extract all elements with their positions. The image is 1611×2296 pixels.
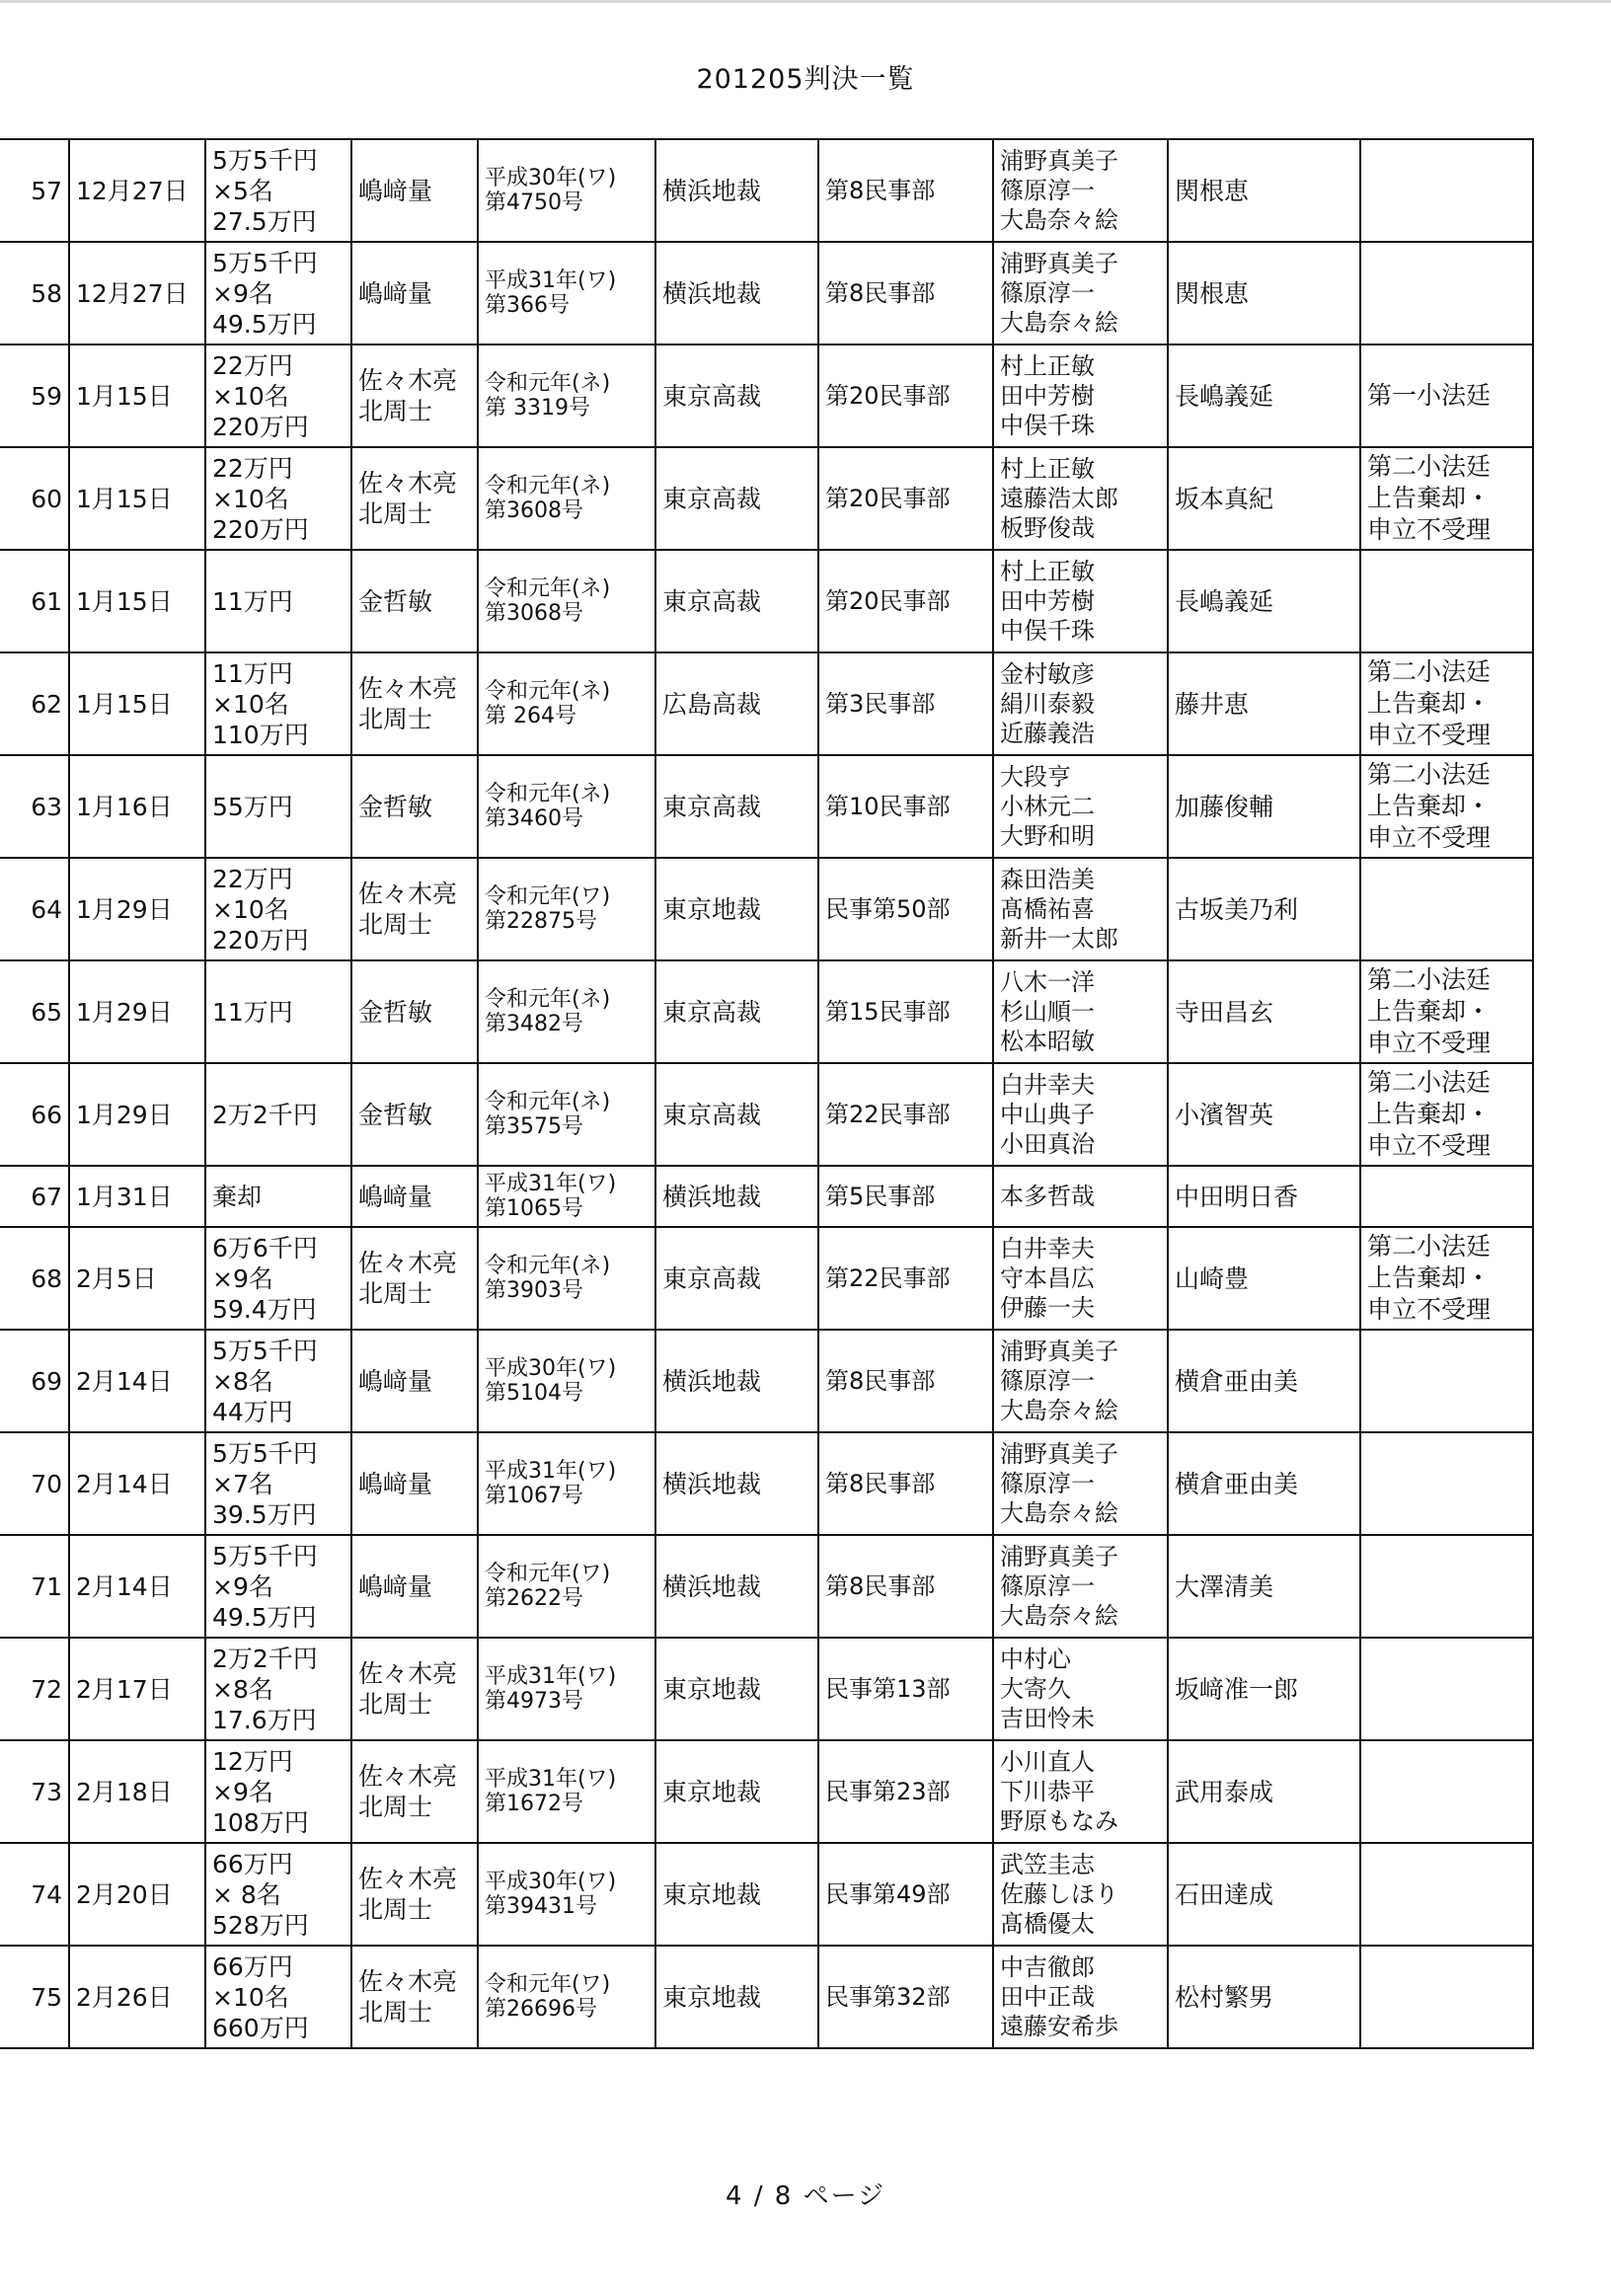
- department: 民事第23部: [818, 1740, 993, 1843]
- court-name: 広島高裁: [655, 652, 818, 755]
- award-amount: 22万円 ×10名 220万円: [205, 344, 351, 447]
- appeal-note: [1360, 1946, 1533, 2048]
- department: 第20民事部: [818, 447, 993, 550]
- court-name: 横浜地裁: [655, 1535, 818, 1638]
- judges-list: 浦野真美子 篠原淳一 大島奈々絵: [993, 1330, 1168, 1432]
- appeal-note: 第一小法廷: [1360, 344, 1533, 447]
- court-clerk: 山崎豊: [1168, 1227, 1360, 1330]
- judgment-date: 1月29日: [69, 1063, 205, 1166]
- judges-list: 八木一洋 杉山順一 松本昭敏: [993, 960, 1168, 1063]
- case-number: 令和元年(ネ) 第3903号: [478, 1227, 655, 1330]
- court-name: 東京地裁: [655, 1740, 818, 1843]
- row-number: 70: [0, 1432, 69, 1535]
- award-amount: 5万5千円 ×7名 39.5万円: [205, 1432, 351, 1535]
- judges-list: 大段亨 小林元二 大野和明: [993, 755, 1168, 858]
- award-amount: 2万2千円: [205, 1063, 351, 1166]
- court-name: 東京高裁: [655, 550, 818, 652]
- table-row: [0, 1227, 1533, 1330]
- court-name: 東京高裁: [655, 1063, 818, 1166]
- judgment-date: 12月27日: [69, 242, 205, 344]
- top-edge-line: [0, 0, 1611, 3]
- table-row: [0, 755, 1533, 858]
- case-number: 令和元年(ネ) 第3460号: [478, 755, 655, 858]
- judgment-date: 12月27日: [69, 139, 205, 242]
- department: 民事第13部: [818, 1638, 993, 1740]
- table-row: [0, 1535, 1533, 1638]
- court-name: 東京高裁: [655, 755, 818, 858]
- page-number: 4 / 8 ページ: [725, 2181, 886, 2211]
- court-clerk: 寺田昌玄: [1168, 960, 1360, 1063]
- case-number: 平成31年(ワ) 第366号: [478, 242, 655, 344]
- counsel-name: 佐々木亮 北周士: [351, 1740, 478, 1843]
- row-number: 68: [0, 1227, 69, 1330]
- award-amount: 66万円 × 8名 528万円: [205, 1843, 351, 1946]
- judges-list: 白井幸夫 中山典子 小田真治: [993, 1063, 1168, 1166]
- table-row: [0, 652, 1533, 755]
- table-row: [0, 550, 1533, 652]
- department: 第22民事部: [818, 1063, 993, 1166]
- judges-list: 浦野真美子 篠原淳一 大島奈々絵: [993, 1535, 1168, 1638]
- row-number: 64: [0, 858, 69, 960]
- table-row: [0, 1843, 1533, 1946]
- table-row: [0, 1330, 1533, 1432]
- award-amount: 55万円: [205, 755, 351, 858]
- appeal-note: [1360, 1432, 1533, 1535]
- case-number: 平成31年(ワ) 第1672号: [478, 1740, 655, 1843]
- award-amount: 5万5千円 ×8名 44万円: [205, 1330, 351, 1432]
- appeal-note: [1360, 1330, 1533, 1432]
- row-number: 67: [0, 1166, 69, 1227]
- department: 第22民事部: [818, 1227, 993, 1330]
- judgment-table: [0, 138, 1534, 2049]
- table-row: [0, 1432, 1533, 1535]
- counsel-name: 嶋﨑量: [351, 242, 478, 344]
- appeal-note: [1360, 139, 1533, 242]
- row-number: 71: [0, 1535, 69, 1638]
- court-clerk: 小濱智英: [1168, 1063, 1360, 1166]
- judgment-date: 1月15日: [69, 344, 205, 447]
- department: 民事第32部: [818, 1946, 993, 2048]
- court-name: 東京地裁: [655, 1946, 818, 2048]
- department: 第8民事部: [818, 1432, 993, 1535]
- judgment-date: 1月16日: [69, 755, 205, 858]
- counsel-name: 佐々木亮 北周士: [351, 1638, 478, 1740]
- row-number: 66: [0, 1063, 69, 1166]
- table-row: [0, 242, 1533, 344]
- counsel-name: 佐々木亮 北周士: [351, 1946, 478, 2048]
- court-clerk: 武用泰成: [1168, 1740, 1360, 1843]
- judgment-date: 1月15日: [69, 447, 205, 550]
- judgment-date: 1月29日: [69, 960, 205, 1063]
- appeal-note: [1360, 1535, 1533, 1638]
- row-number: 63: [0, 755, 69, 858]
- counsel-name: 佐々木亮 北周士: [351, 344, 478, 447]
- table-row: [0, 1946, 1533, 2048]
- judgment-date: 2月5日: [69, 1227, 205, 1330]
- case-number: 平成31年(ワ) 第4973号: [478, 1638, 655, 1740]
- award-amount: 11万円: [205, 960, 351, 1063]
- case-number: 令和元年(ネ) 第 3319号: [478, 344, 655, 447]
- award-amount: 5万5千円 ×9名 49.5万円: [205, 242, 351, 344]
- case-number: 平成30年(ワ) 第5104号: [478, 1330, 655, 1432]
- judgment-date: 2月14日: [69, 1535, 205, 1638]
- row-number: 65: [0, 960, 69, 1063]
- department: 第3民事部: [818, 652, 993, 755]
- judgment-date: 1月15日: [69, 652, 205, 755]
- court-clerk: 大澤清美: [1168, 1535, 1360, 1638]
- appeal-note: [1360, 1843, 1533, 1946]
- row-number: 72: [0, 1638, 69, 1740]
- court-name: 横浜地裁: [655, 1166, 818, 1227]
- appeal-note: [1360, 858, 1533, 960]
- case-number: 令和元年(ネ) 第3575号: [478, 1063, 655, 1166]
- court-name: 東京地裁: [655, 858, 818, 960]
- court-clerk: 藤井恵: [1168, 652, 1360, 755]
- row-number: 74: [0, 1843, 69, 1946]
- appeal-note: 第二小法廷 上告棄却・ 申立不受理: [1360, 1063, 1533, 1166]
- judges-list: 本多哲哉: [993, 1166, 1168, 1227]
- case-number: 令和元年(ネ) 第3068号: [478, 550, 655, 652]
- judges-list: 中村心 大寄久 吉田怜未: [993, 1638, 1168, 1740]
- case-number: 令和元年(ワ) 第22875号: [478, 858, 655, 960]
- judgment-date: 2月14日: [69, 1330, 205, 1432]
- department: 第20民事部: [818, 344, 993, 447]
- department: 第10民事部: [818, 755, 993, 858]
- table-row: [0, 858, 1533, 960]
- award-amount: 5万5千円 ×9名 49.5万円: [205, 1535, 351, 1638]
- judgment-date: 1月15日: [69, 550, 205, 652]
- department: 第5民事部: [818, 1166, 993, 1227]
- row-number: 58: [0, 242, 69, 344]
- department: 第8民事部: [818, 242, 993, 344]
- case-number: 令和元年(ワ) 第2622号: [478, 1535, 655, 1638]
- award-amount: 11万円: [205, 550, 351, 652]
- table-row: [0, 1063, 1533, 1166]
- row-number: 62: [0, 652, 69, 755]
- row-number: 75: [0, 1946, 69, 2048]
- row-number: 73: [0, 1740, 69, 1843]
- court-clerk: 関根恵: [1168, 139, 1360, 242]
- case-number: 令和元年(ネ) 第3608号: [478, 447, 655, 550]
- counsel-name: 佐々木亮 北周士: [351, 1843, 478, 1946]
- award-amount: 66万円 ×10名 660万円: [205, 1946, 351, 2048]
- judges-list: 武笠圭志 佐藤しほり 髙橋優太: [993, 1843, 1168, 1946]
- appeal-note: [1360, 242, 1533, 344]
- counsel-name: 佐々木亮 北周士: [351, 447, 478, 550]
- court-name: 横浜地裁: [655, 1432, 818, 1535]
- counsel-name: 金哲敏: [351, 755, 478, 858]
- counsel-name: 嶋﨑量: [351, 139, 478, 242]
- judges-list: 浦野真美子 篠原淳一 大島奈々絵: [993, 139, 1168, 242]
- table-row: [0, 960, 1533, 1063]
- court-clerk: 長嶋義延: [1168, 344, 1360, 447]
- counsel-name: 金哲敏: [351, 550, 478, 652]
- appeal-note: [1360, 1166, 1533, 1227]
- award-amount: 6万6千円 ×9名 59.4万円: [205, 1227, 351, 1330]
- appeal-note: 第二小法廷 上告棄却・ 申立不受理: [1360, 755, 1533, 858]
- court-name: 横浜地裁: [655, 242, 818, 344]
- table-row: [0, 344, 1533, 447]
- row-number: 69: [0, 1330, 69, 1432]
- counsel-name: 嶋﨑量: [351, 1166, 478, 1227]
- court-clerk: 関根恵: [1168, 242, 1360, 344]
- counsel-name: 嶋﨑量: [351, 1535, 478, 1638]
- judges-list: 村上正敏 田中芳樹 中俣千珠: [993, 550, 1168, 652]
- court-clerk: 古坂美乃利: [1168, 858, 1360, 960]
- appeal-note: 第二小法廷 上告棄却・ 申立不受理: [1360, 960, 1533, 1063]
- case-number: 平成31年(ワ) 第1067号: [478, 1432, 655, 1535]
- judges-list: 中吉徹郎 田中正哉 遠藤安希歩: [993, 1946, 1168, 2048]
- row-number: 61: [0, 550, 69, 652]
- appeal-note: 第二小法廷 上告棄却・ 申立不受理: [1360, 652, 1533, 755]
- judgment-date: 2月18日: [69, 1740, 205, 1843]
- judgment-date: 2月20日: [69, 1843, 205, 1946]
- table-row: [0, 1638, 1533, 1740]
- judgment-date: 1月29日: [69, 858, 205, 960]
- case-number: 令和元年(ネ) 第3482号: [478, 960, 655, 1063]
- court-name: 東京高裁: [655, 344, 818, 447]
- court-clerk: 長嶋義延: [1168, 550, 1360, 652]
- court-clerk: 坂﨑准一郎: [1168, 1638, 1360, 1740]
- page-title: 201205判決一覧: [696, 64, 915, 95]
- appeal-note: 第二小法廷 上告棄却・ 申立不受理: [1360, 447, 1533, 550]
- court-clerk: 横倉亜由美: [1168, 1432, 1360, 1535]
- court-name: 東京高裁: [655, 447, 818, 550]
- counsel-name: 嶋﨑量: [351, 1432, 478, 1535]
- award-amount: 12万円 ×9名 108万円: [205, 1740, 351, 1843]
- appeal-note: [1360, 1740, 1533, 1843]
- award-amount: 5万5千円 ×5名 27.5万円: [205, 139, 351, 242]
- court-name: 東京地裁: [655, 1843, 818, 1946]
- appeal-note: [1360, 550, 1533, 652]
- table-row: [0, 447, 1533, 550]
- counsel-name: 金哲敏: [351, 960, 478, 1063]
- row-number: 60: [0, 447, 69, 550]
- judgment-date: 2月17日: [69, 1638, 205, 1740]
- judges-list: 村上正敏 遠藤浩太郎 板野俊哉: [993, 447, 1168, 550]
- court-clerk: 松村繁男: [1168, 1946, 1360, 2048]
- award-amount: 11万円 ×10名 110万円: [205, 652, 351, 755]
- judgment-date: 2月26日: [69, 1946, 205, 2048]
- counsel-name: 佐々木亮 北周士: [351, 652, 478, 755]
- department: 民事第49部: [818, 1843, 993, 1946]
- judges-list: 村上正敏 田中芳樹 中俣千珠: [993, 344, 1168, 447]
- department: 第20民事部: [818, 550, 993, 652]
- award-amount: 棄却: [205, 1166, 351, 1227]
- table-row: [0, 1740, 1533, 1843]
- judges-list: 浦野真美子 篠原淳一 大島奈々絵: [993, 242, 1168, 344]
- court-name: 横浜地裁: [655, 1330, 818, 1432]
- case-number: 平成30年(ワ) 第39431号: [478, 1843, 655, 1946]
- judges-list: 金村敏彦 絹川泰毅 近藤義浩: [993, 652, 1168, 755]
- case-number: 令和元年(ワ) 第26696号: [478, 1946, 655, 2048]
- court-name: 東京高裁: [655, 1227, 818, 1330]
- counsel-name: 佐々木亮 北周士: [351, 858, 478, 960]
- award-amount: 2万2千円 ×8名 17.6万円: [205, 1638, 351, 1740]
- court-clerk: 中田明日香: [1168, 1166, 1360, 1227]
- table-row: [0, 139, 1533, 242]
- award-amount: 22万円 ×10名 220万円: [205, 858, 351, 960]
- judges-list: 白井幸夫 守本昌広 伊藤一夫: [993, 1227, 1168, 1330]
- case-number: 令和元年(ネ) 第 264号: [478, 652, 655, 755]
- appeal-note: 第二小法廷 上告棄却・ 申立不受理: [1360, 1227, 1533, 1330]
- court-clerk: 横倉亜由美: [1168, 1330, 1360, 1432]
- row-number: 57: [0, 139, 69, 242]
- department: 第8民事部: [818, 1535, 993, 1638]
- counsel-name: 嶋﨑量: [351, 1330, 478, 1432]
- department: 民事第50部: [818, 858, 993, 960]
- court-clerk: 石田達成: [1168, 1843, 1360, 1946]
- counsel-name: 金哲敏: [351, 1063, 478, 1166]
- row-number: 59: [0, 344, 69, 447]
- judges-list: 小川直人 下川恭平 野原もなみ: [993, 1740, 1168, 1843]
- court-name: 東京地裁: [655, 1638, 818, 1740]
- court-name: 東京高裁: [655, 960, 818, 1063]
- case-number: 平成31年(ワ) 第1065号: [478, 1166, 655, 1227]
- department: 第15民事部: [818, 960, 993, 1063]
- judgment-date: 1月31日: [69, 1166, 205, 1227]
- award-amount: 22万円 ×10名 220万円: [205, 447, 351, 550]
- case-number: 平成30年(ワ) 第4750号: [478, 139, 655, 242]
- department: 第8民事部: [818, 1330, 993, 1432]
- judgment-date: 2月14日: [69, 1432, 205, 1535]
- judges-list: 浦野真美子 篠原淳一 大島奈々絵: [993, 1432, 1168, 1535]
- court-clerk: 坂本真紀: [1168, 447, 1360, 550]
- judges-list: 森田浩美 髙橋祐喜 新井一太郎: [993, 858, 1168, 960]
- table-row: [0, 1166, 1533, 1227]
- appeal-note: [1360, 1638, 1533, 1740]
- counsel-name: 佐々木亮 北周士: [351, 1227, 478, 1330]
- department: 第8民事部: [818, 139, 993, 242]
- court-clerk: 加藤俊輔: [1168, 755, 1360, 858]
- court-name: 横浜地裁: [655, 139, 818, 242]
